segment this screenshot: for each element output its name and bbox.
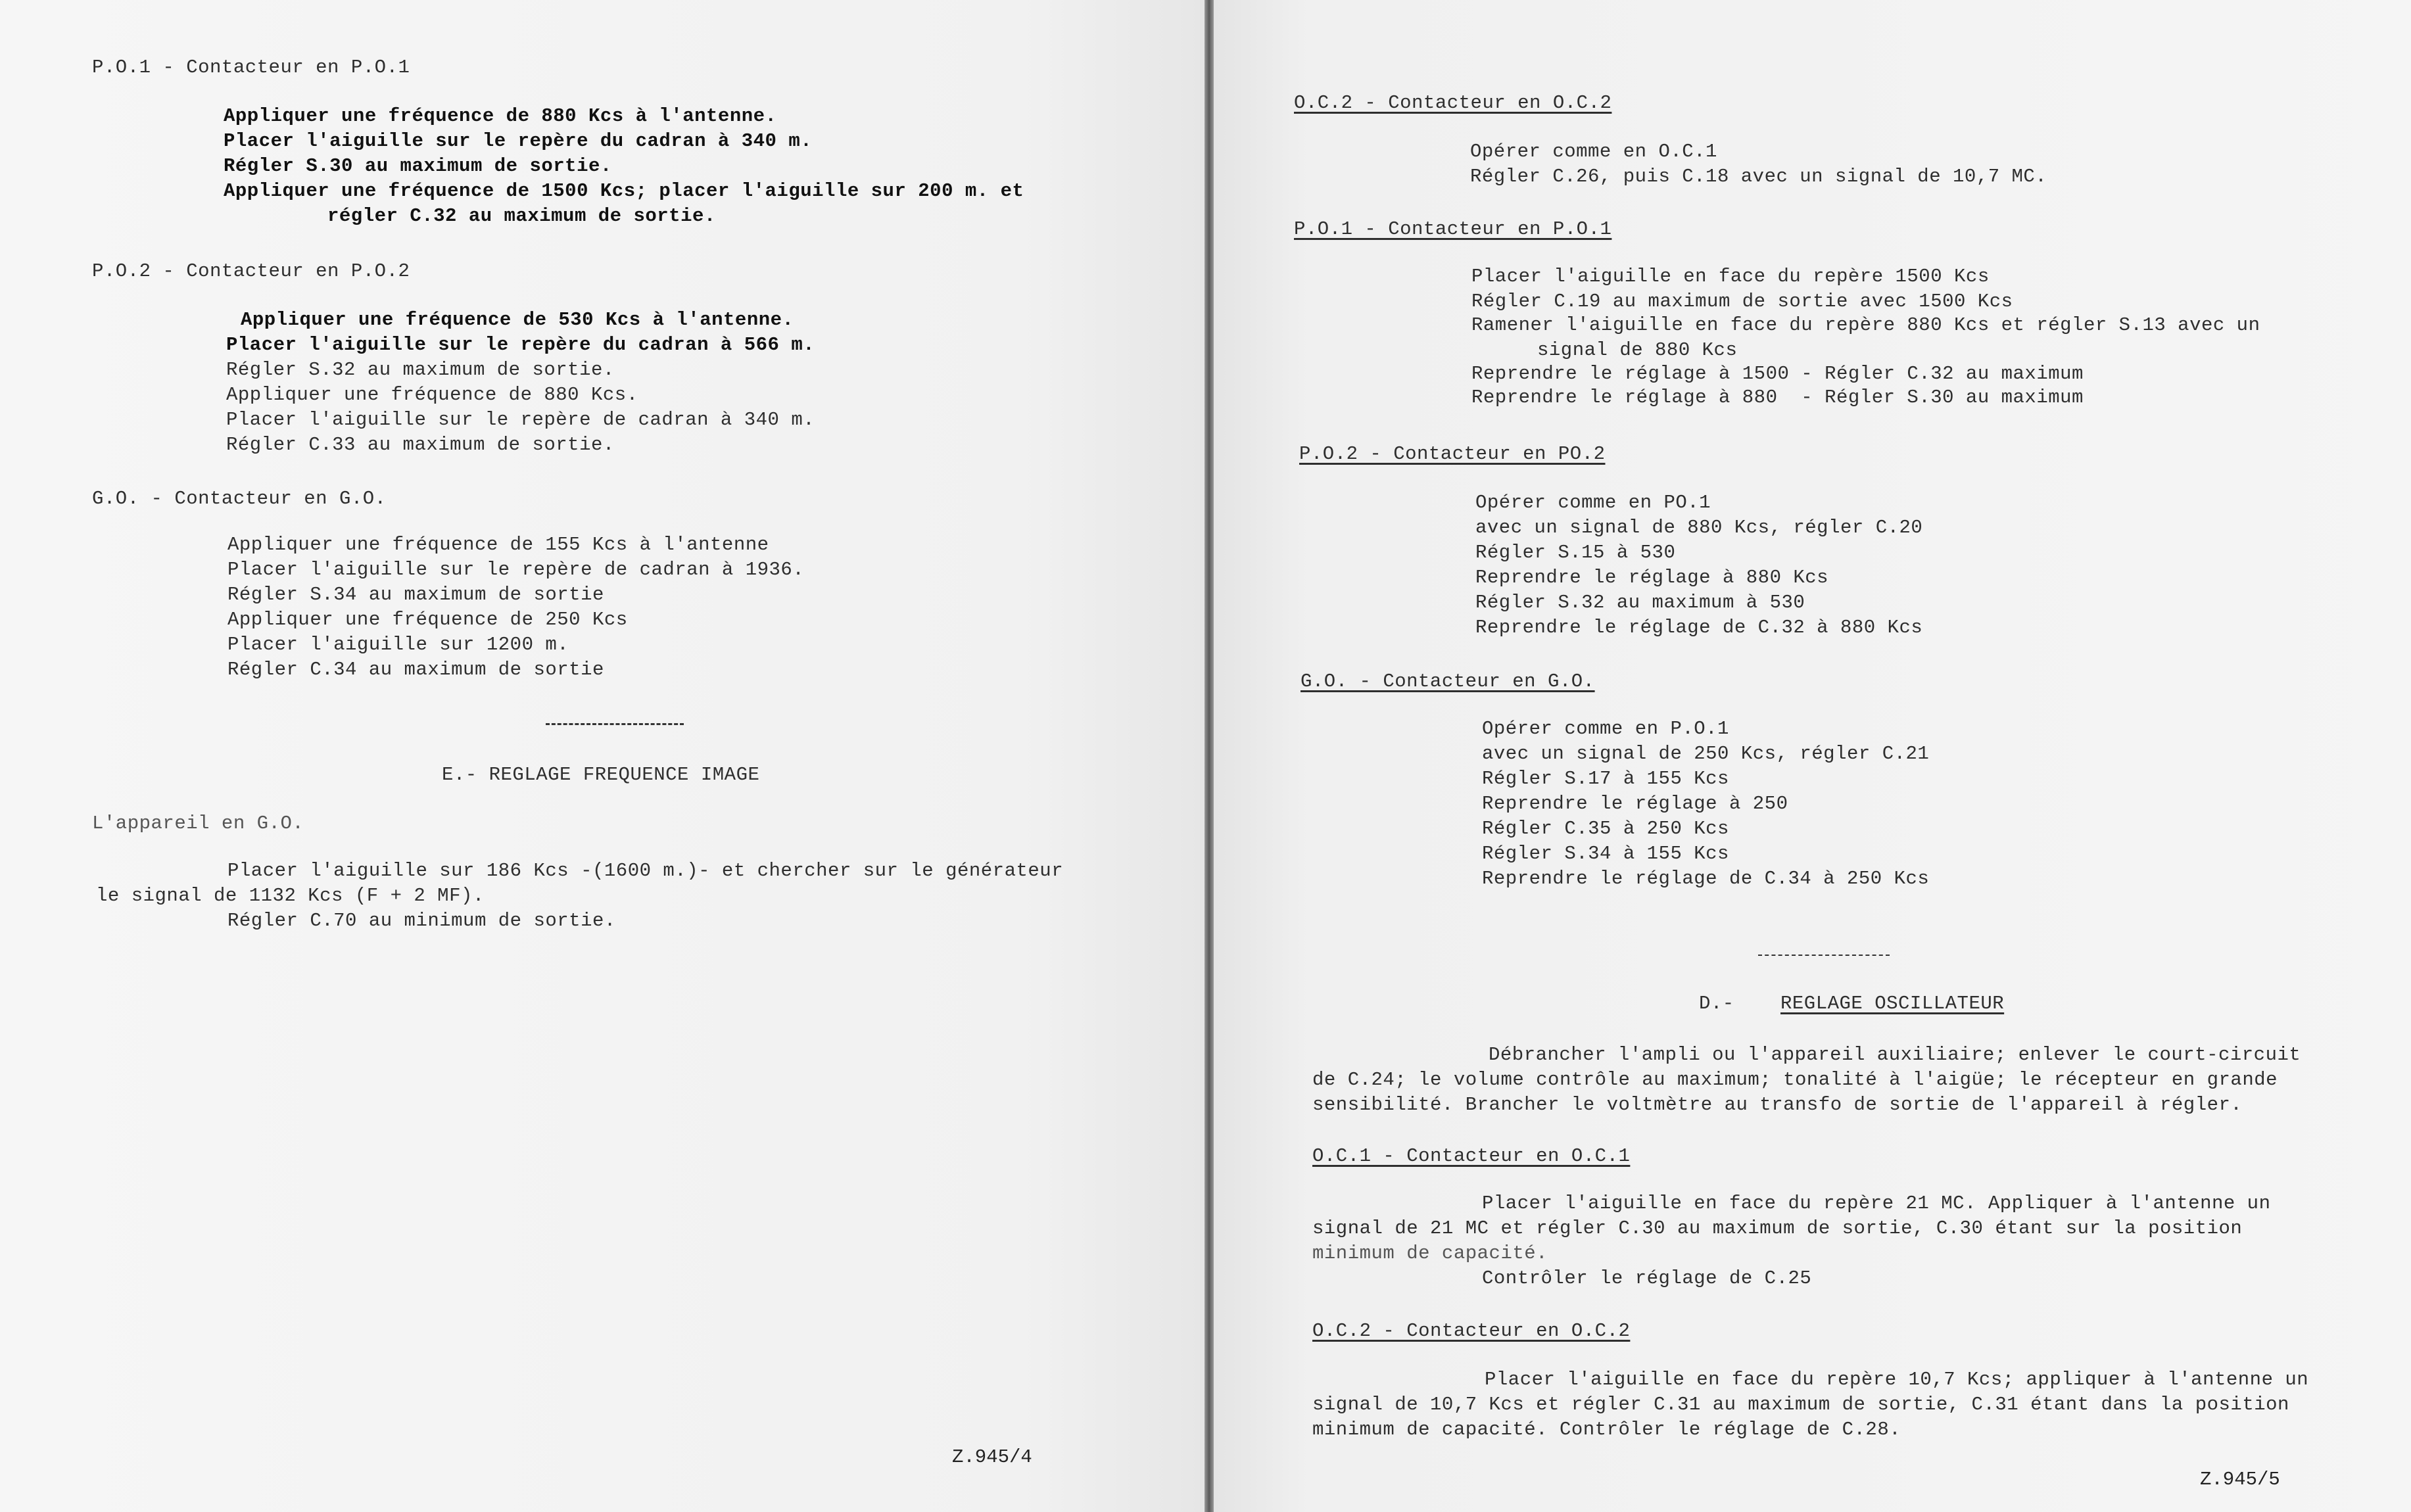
section-e-intro: L'appareil en G.O. [92,813,304,834]
po2-line: Régler S.32 au maximum de sortie. [226,359,615,381]
po2-heading: P.O.2 - Contacteur en PO.2 [1299,443,1606,465]
go-line: Reprendre le réglage de C.34 à 250 Kcs [1482,868,1930,889]
po1-line: Régler C.19 au maximum de sortie avec 1500 Kcs [1471,291,2013,312]
oc2-top-line: Régler C.26, puis C.18 avec un signal de 10,7 MC. [1470,166,2047,187]
go-line: Appliquer une fréquence de 155 Kcs à l'antenne [227,534,769,555]
oc1-heading: O.C.1 - Contacteur en O.C.1 [1312,1145,1631,1167]
section-divider [546,723,684,725]
po1-line: Placer l'aiguille sur le repère du cadran à 340 m. [224,130,813,152]
go-line: Opérer comme en P.O.1 [1482,718,1729,740]
po1-line: Régler S.30 au maximum de sortie. [224,155,612,177]
section-d-line: Débrancher l'ampli ou l'appareil auxiliaire; enlever le court-circuit [1489,1044,2301,1066]
go-line: Régler C.34 au maximum de sortie [227,659,604,680]
go-line: avec un signal de 250 Kcs, régler C.21 [1482,743,1930,765]
po1-line: Ramener l'aiguille en face du repère 880 Kcs et régler S.13 avec un [1471,314,2260,336]
po2-line: Placer l'aiguille sur le repère du cadran à 566 m. [226,334,815,356]
po1-line: signal de 880 Kcs [1537,339,1738,361]
page-number: Z.945/4 [952,1446,1032,1468]
po2-line: Reprendre le réglage à 880 Kcs [1475,567,1829,588]
po1-heading: P.O.1 - Contacteur en P.O.1 [1294,218,1612,240]
go-line: Placer l'aiguille sur le repère de cadran à 1936. [227,559,805,580]
po2-line: Reprendre le réglage de C.32 à 880 Kcs [1475,617,1923,638]
oc1-line: Contrôler le réglage de C.25 [1482,1267,1812,1289]
po1-line: Placer l'aiguille en face du repère 1500 Kcs [1471,266,1990,287]
go-heading: G.O. - Contacteur en G.O. [1301,671,1595,692]
oc2-bottom-line: signal de 10,7 Kcs et régler C.31 au maximum de sortie, C.31 étant dans la position [1312,1394,2289,1415]
go-heading: G.O. - Contacteur en G.O. [92,488,387,509]
section-d-title: REGLAGE OSCILLATEUR [1780,993,2005,1014]
go-line: Placer l'aiguille sur 1200 m. [227,634,569,655]
po2-line: Placer l'aiguille sur le repère de cadran à 340 m. [226,409,815,431]
po1-line: Appliquer une fréquence de 880 Kcs à l'antenne. [224,105,777,127]
po2-line: Opérer comme en PO.1 [1475,492,1711,513]
po1-heading: P.O.1 - Contacteur en P.O.1 [92,57,410,78]
po2-line: Régler S.15 à 530 [1475,542,1676,563]
go-line: Appliquer une fréquence de 250 Kcs [227,609,628,630]
po1-line: Appliquer une fréquence de 1500 Kcs; placer l'aiguille sur 200 m. et [224,180,1024,202]
page-number: Z.945/5 [2200,1469,2280,1490]
po1-line: régler C.32 au maximum de sortie. [327,205,716,227]
oc2-top-line: Opérer comme en O.C.1 [1470,141,1717,162]
po2-line: avec un signal de 880 Kcs, régler C.20 [1475,517,1923,538]
oc2-bottom-line: Placer l'aiguille en face du repère 10,7 Kcs; appliquer à l'antenne un [1485,1369,2309,1390]
oc2-bottom-line: minimum de capacité. Contrôler le réglage de C.28. [1312,1419,1901,1440]
po2-heading: P.O.2 - Contacteur en P.O.2 [92,260,410,282]
section-d-line: sensibilité. Brancher le voltmètre au transfo de sortie de l'appareil à régler. [1312,1094,2243,1116]
book-gutter [1205,0,1214,1512]
oc1-line: Placer l'aiguille en face du repère 21 MC. Appliquer à l'antenne un [1482,1193,2271,1214]
section-d-letter: D.- [1699,993,1734,1014]
left-page [0,0,1205,1512]
right-page [1214,0,2411,1512]
oc2-bottom-heading: O.C.2 - Contacteur en O.C.2 [1312,1320,1631,1342]
section-e-line: Régler C.70 au minimum de sortie. [227,910,616,932]
go-line: Régler S.17 à 155 Kcs [1482,768,1729,790]
po2-line: Appliquer une fréquence de 880 Kcs. [226,384,638,406]
section-divider [1758,955,1890,956]
go-line: Régler S.34 à 155 Kcs [1482,843,1729,864]
section-d-line: de C.24; le volume contrôle au maximum; tonalité à l'aigüe; le récepteur en grande [1312,1069,2278,1091]
section-e-title: E.- REGLAGE FREQUENCE IMAGE [442,764,760,786]
oc1-line: signal de 21 MC et régler C.30 au maximum de sortie, C.30 étant sur la position [1312,1217,2243,1239]
go-line: Régler C.35 à 250 Kcs [1482,818,1729,839]
oc2-top-heading: O.C.2 - Contacteur en O.C.2 [1294,92,1612,114]
go-line: Reprendre le réglage à 250 [1482,793,1788,815]
section-e-line: Placer l'aiguille sur 186 Kcs -(1600 m.)- et chercher sur le générateur [227,860,1064,882]
po2-line: Appliquer une fréquence de 530 Kcs à l'antenne. [241,309,794,331]
go-line: Régler S.34 au maximum de sortie [227,584,604,605]
po2-line: Régler S.32 au maximum à 530 [1475,592,1805,613]
po2-line: Régler C.33 au maximum de sortie. [226,434,615,456]
po1-line: Reprendre le réglage à 1500 - Régler C.32 au maximum [1471,363,2084,385]
section-e-line: le signal de 1132 Kcs (F + 2 MF). [96,885,485,907]
oc1-line: minimum de capacité. [1312,1242,1548,1264]
po1-line: Reprendre le réglage à 880 - Régler S.30 au maximum [1471,387,2084,408]
